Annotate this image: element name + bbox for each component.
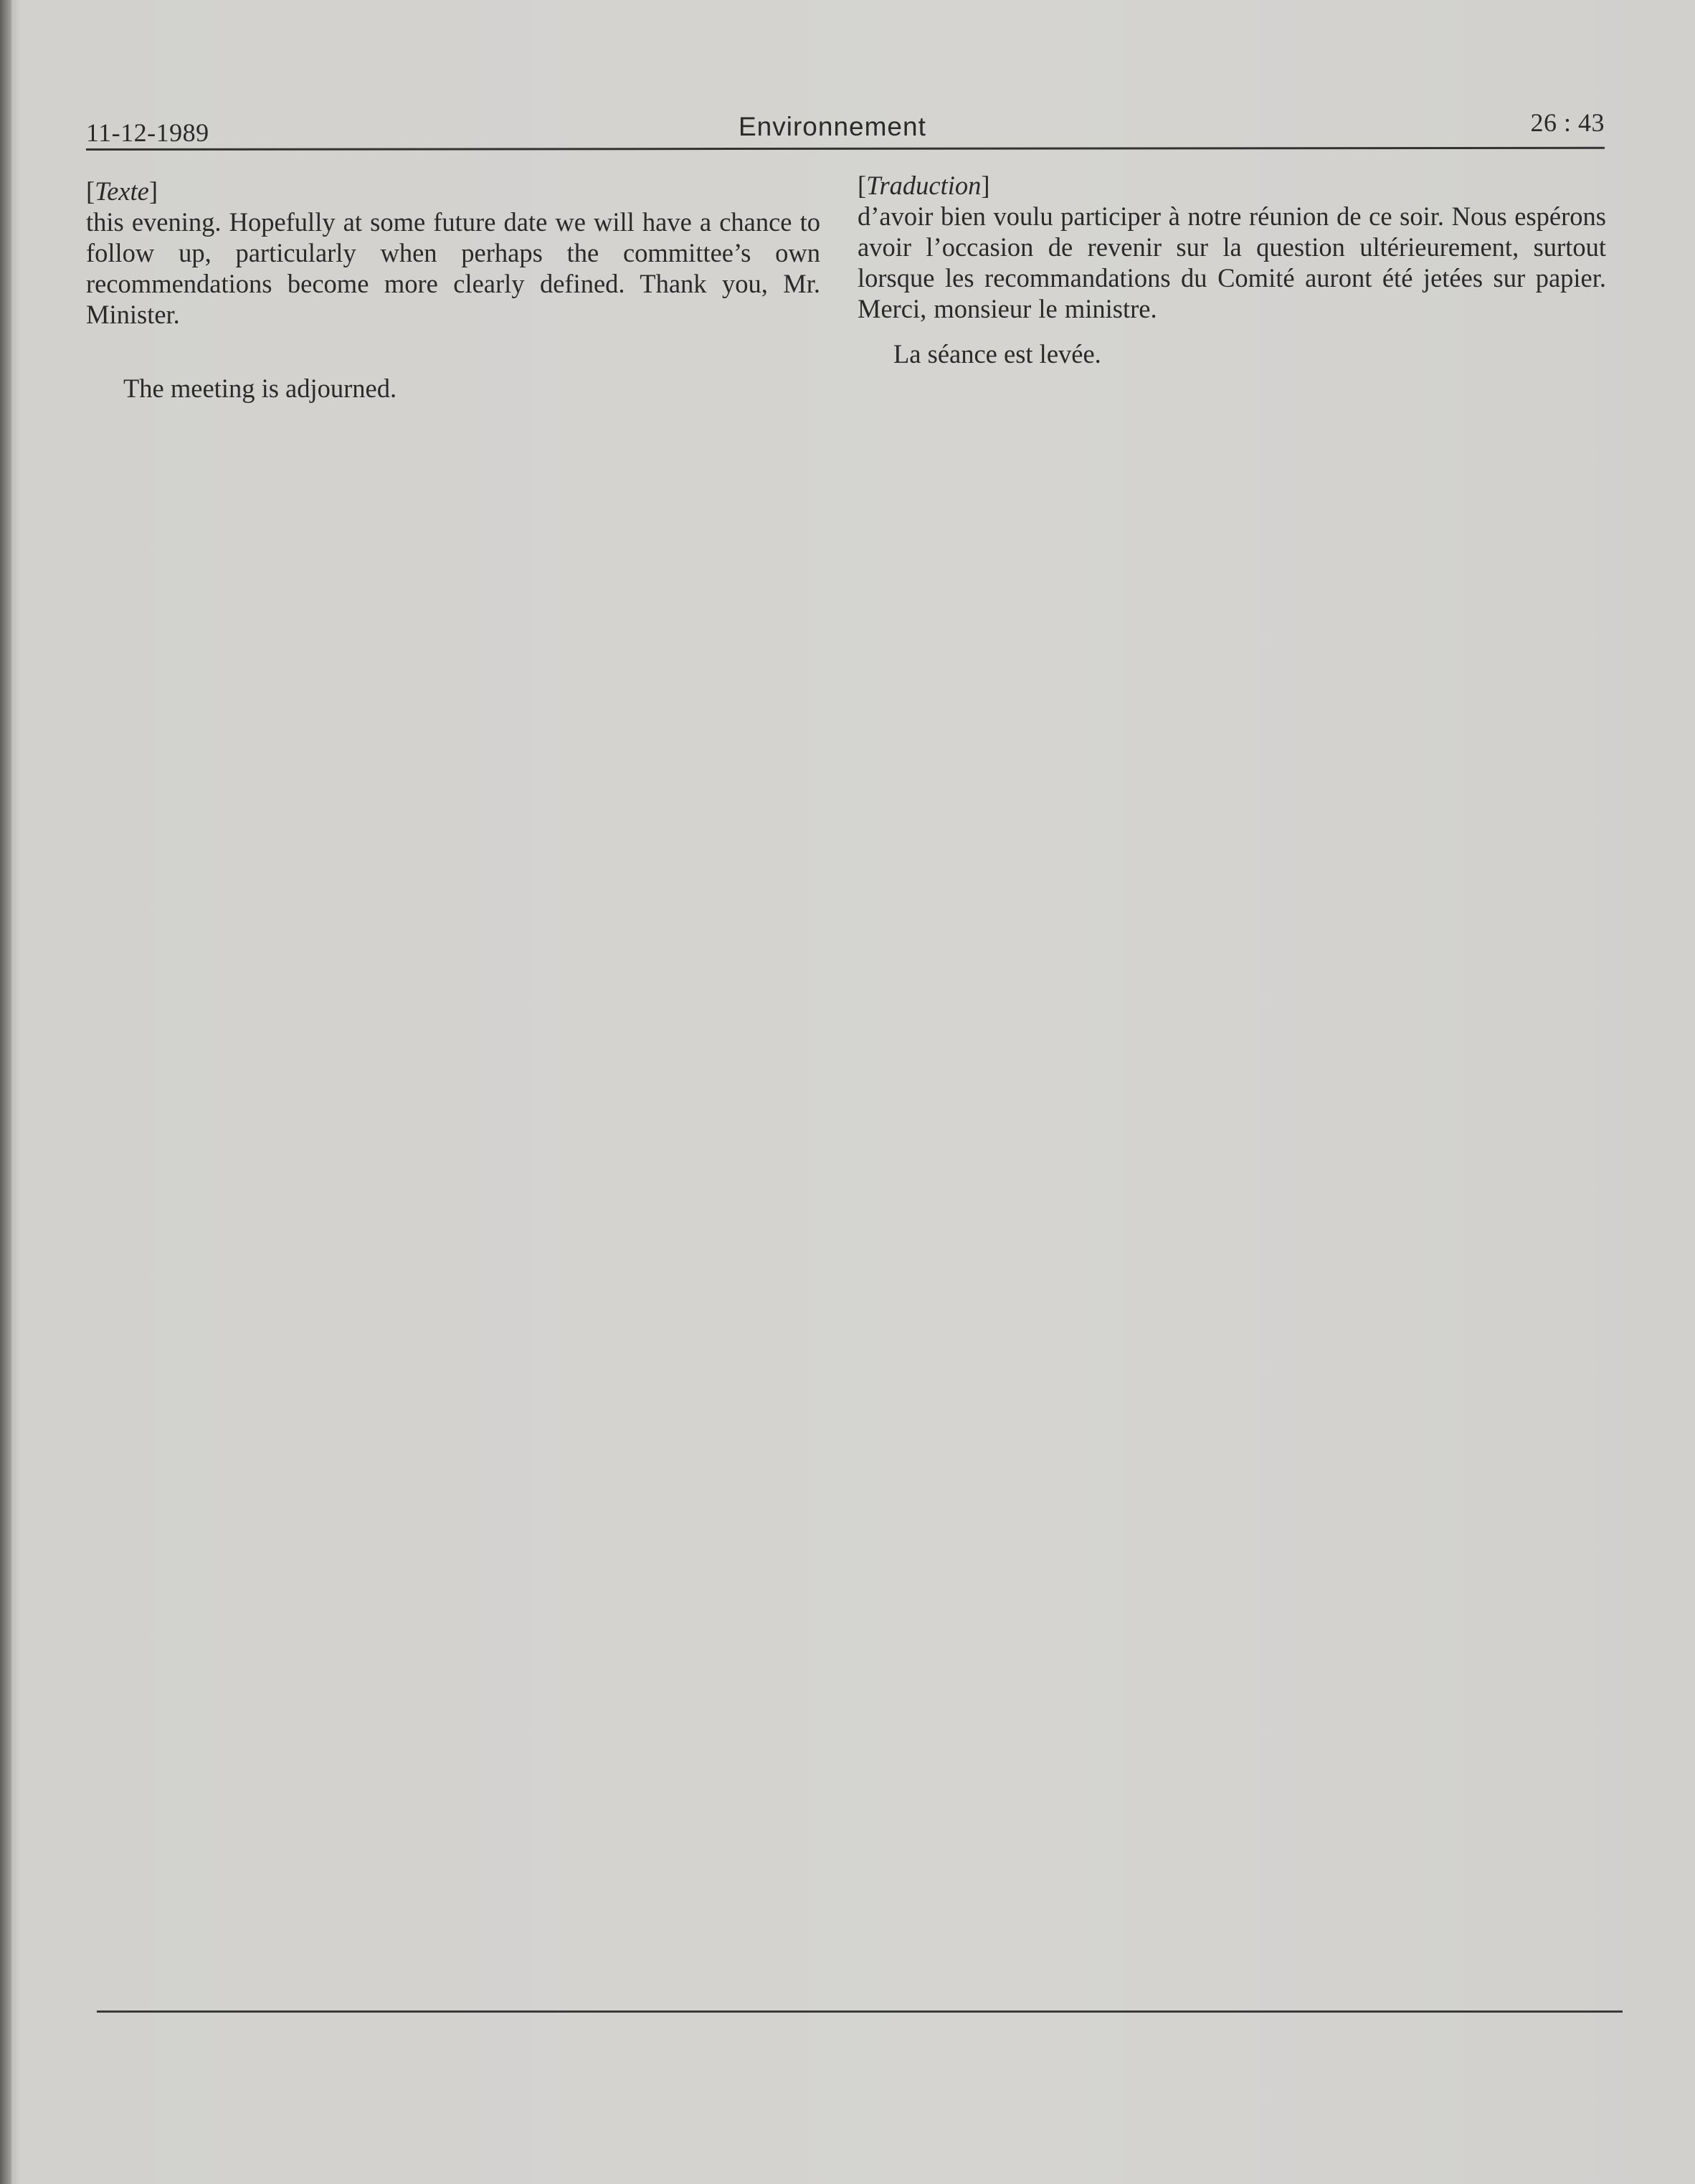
- english-column: [86, 176, 820, 404]
- french-paragraph: d’avoir bien voulu participer à notre réunion de ce soir. Nous espérons avoir l’occasion de revenir sur la question ultérieurement, surtout lorsque les recommandations du Comité auront été jetées sur papier. Merci, monsieur le ministre.: [858, 201, 1606, 323]
- english-paragraph: this evening. Hopefully at some future date we will have a chance to follow up, particularly when perhaps the committee’s own recommendations become more clearly defined. Thank you, Mr. Minister.: [86, 207, 820, 329]
- page-header: [86, 108, 1605, 151]
- french-column-tag: [Traduction]: [858, 171, 990, 200]
- header-page-number: 26 : 43: [1530, 108, 1605, 137]
- english-tag-label: Texte: [95, 176, 149, 206]
- header-title: Environnement: [739, 112, 926, 141]
- english-column-tag: [Texte]: [86, 176, 158, 206]
- french-column: [858, 170, 1606, 369]
- french-closing-line: La séance est levée.: [893, 339, 1101, 369]
- english-closing-line: The meeting is adjourned.: [123, 374, 397, 403]
- footer-rule: [97, 2010, 1623, 2013]
- french-tag-label: Traduction: [866, 171, 982, 200]
- header-date: 11-12-1989: [86, 118, 209, 147]
- book-spine-shadow: [0, 0, 11, 2184]
